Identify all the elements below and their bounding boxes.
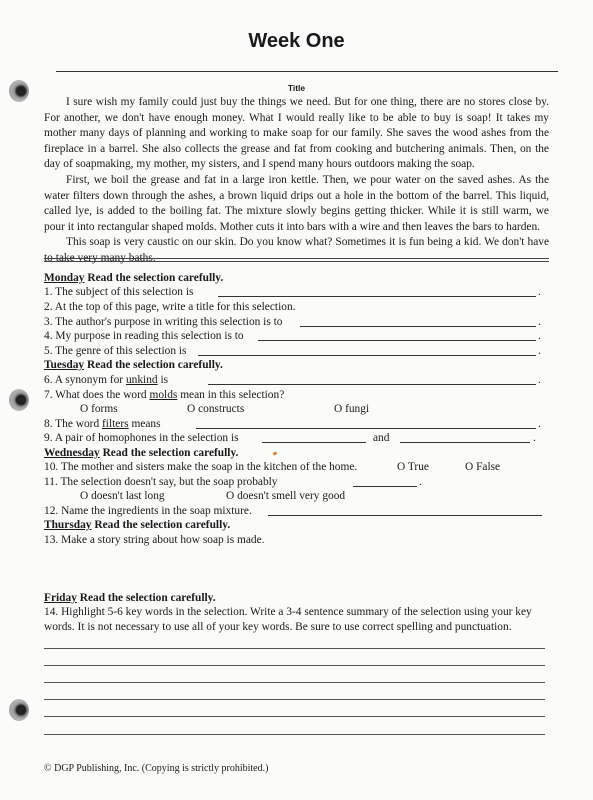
option-radio[interactable]: O forms (80, 403, 118, 415)
tuesday-header (44, 358, 223, 372)
question-12: 12. Name the ingredients in the soap mixture. (44, 505, 252, 517)
writing-line[interactable] (44, 734, 545, 735)
copyright-footer: © DGP Publishing, Inc. (Copying is strictly prohibited.) (44, 763, 269, 774)
option-radio[interactable]: O False (465, 461, 501, 473)
question-14: 14. Highlight 5-6 key words in the selection. Write a 3-4 sentence summary of the selection using your key (44, 606, 532, 618)
question-text: is (160, 374, 169, 386)
option-radio[interactable]: O fungi (334, 403, 370, 415)
question-text: 6. A synonym for (44, 374, 124, 386)
day-label: Tuesday (44, 359, 85, 371)
answer-blank[interactable] (353, 486, 417, 487)
question-text: mean in this selection? (180, 389, 285, 401)
monday-header (44, 271, 223, 285)
period: . (538, 286, 541, 298)
day-instruction: Read the selection carefully. (86, 359, 223, 371)
question-11: 11. The selection doesn't say, but the soap probably (44, 476, 278, 488)
thursday-header (44, 518, 230, 532)
binder-hole-icon (9, 699, 29, 721)
question-text: means (131, 418, 161, 430)
question-6 (44, 373, 168, 387)
vocab-word: filters (102, 418, 129, 430)
question-text: 8. The word (44, 418, 100, 430)
friday-header (44, 591, 216, 605)
divider (44, 258, 549, 259)
option-radio[interactable]: O doesn't smell very good (226, 490, 346, 502)
answer-blank[interactable] (218, 296, 536, 297)
question-2: 2. At the top of this page, write a title for this selection. (44, 301, 296, 313)
wednesday-header (44, 446, 238, 460)
question-5: 5. The genre of this selection is (44, 345, 187, 357)
day-label: Wednesday (44, 447, 100, 459)
answer-blank[interactable] (208, 384, 536, 385)
passage-paragraph: First, we boil the grease and fat in a large iron kettle. Then, we pour water on the saved ashes. As the water filters down through the ashes, a brown liquid drips out a hole in the bottom of the barrel. This liquid, called lye, is added to the boiling fat. The mixture slowly begins getting thicker. While it is still warm, we pour it into rectangular shaped molds. Mother cuts it into bars with a wire and then leaves the bars to harden. (44, 173, 549, 233)
day-label: Thursday (44, 519, 92, 531)
title-write-line[interactable] (56, 71, 558, 72)
answer-blank[interactable] (400, 442, 530, 443)
writing-line[interactable] (44, 665, 545, 666)
option-radio[interactable]: O doesn't last long (80, 490, 165, 502)
question-10: 10. The mother and sisters make the soap in the kitchen of the home. (44, 461, 358, 473)
writing-line[interactable] (44, 682, 545, 683)
question-3: 3. The author's purpose in writing this selection is to (44, 316, 283, 328)
question-4: 4. My purpose in reading this selection is to (44, 330, 244, 342)
day-label: Friday (44, 592, 77, 604)
day-instruction: Read the selection carefully. (79, 592, 216, 604)
question-1: 1. The subject of this selection is (44, 286, 194, 298)
writing-line[interactable] (44, 648, 545, 649)
question-13: 13. Make a story string about how soap is made. (44, 534, 265, 546)
period: . (538, 418, 541, 430)
day-instruction: Read the selection carefully. (87, 272, 224, 284)
answer-blank[interactable] (262, 442, 366, 443)
period: . (538, 374, 541, 386)
question-7 (44, 388, 284, 402)
passage-paragraph: This soap is very caustic on our skin. Do you know what? Sometimes it is fun being a kid. We don't have to take very many baths. (44, 236, 549, 264)
period: . (538, 330, 541, 342)
question-14-cont: words. It is not necessary to use all of your key words. Be sure to use correct spelling and punctuation. (44, 621, 512, 633)
day-label: Monday (44, 272, 85, 284)
answer-blank[interactable] (258, 340, 536, 341)
question-9: 9. A pair of homophones in the selection is (44, 432, 239, 444)
period: . (538, 345, 541, 357)
period: . (538, 316, 541, 328)
page-title: Week One (248, 30, 345, 52)
answer-blank[interactable] (268, 515, 542, 516)
question-8 (44, 417, 161, 431)
answer-blank[interactable] (300, 326, 536, 327)
period: . (419, 476, 422, 488)
period: . (533, 432, 536, 444)
writing-line[interactable] (44, 716, 545, 717)
question-text: 7. What does the word (44, 389, 147, 401)
binder-hole-icon (9, 389, 29, 411)
option-radio[interactable]: O constructs (187, 403, 245, 415)
writing-line[interactable] (44, 699, 545, 700)
day-instruction: Read the selection carefully. (94, 519, 231, 531)
selection-title: Title (287, 83, 306, 93)
vocab-word: molds (149, 389, 178, 401)
pen-mark (273, 451, 278, 456)
option-radio[interactable]: O True (397, 461, 429, 473)
vocab-word: unkind (125, 374, 158, 386)
day-instruction: Read the selection carefully. (102, 447, 239, 459)
and-label: and (373, 432, 390, 444)
reading-passage (44, 95, 549, 267)
answer-blank[interactable] (196, 428, 536, 429)
divider (44, 261, 549, 262)
passage-paragraph: I sure wish my family could just buy the things we need. But for one thing, there are no stores close by. For another, we don't have enough money. What I would really like to be able to buy is soap! It takes my mother many days of planning and working to make soap for our family. She saves the wood ashes from the fireplace in a barrel. She also collects the grease and fat from cooking and butchering animals. Then, on the day of soapmaking, my mother, my sisters, and I spend many hours outdoors making the soap. (44, 96, 549, 171)
answer-blank[interactable] (198, 355, 536, 356)
